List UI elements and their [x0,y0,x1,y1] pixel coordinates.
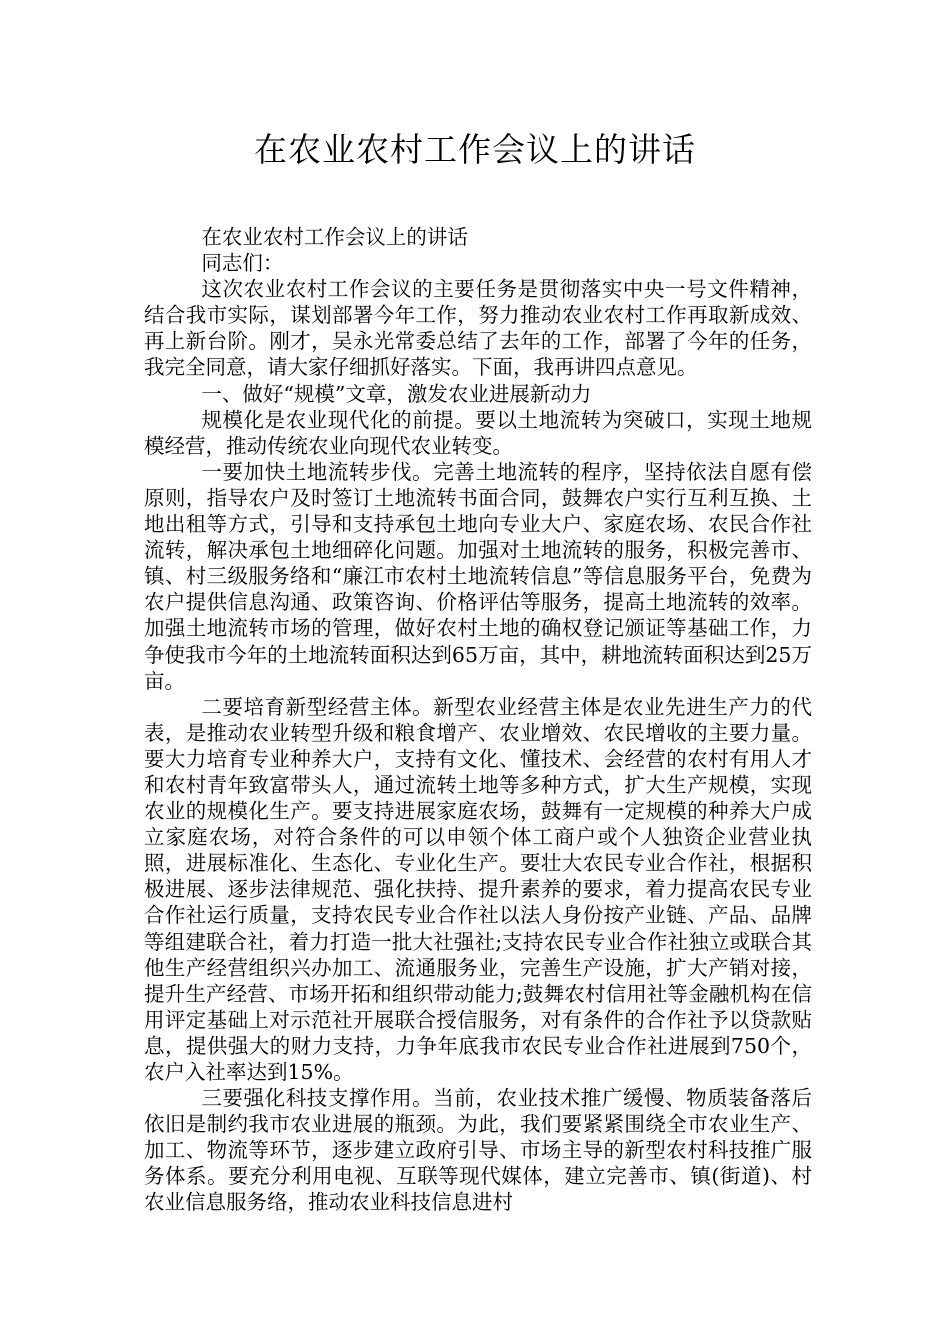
paragraph-salutation: 同志们： [201,251,284,276]
paragraph-intro: 这次农业农村工作会议的主要任务是贯彻落实中央一号文件精神，结合我市实际，谋划部署今年工作，努力推动农业农村工作再取新成效、再上新台阶。刚才，吴永光常委总结了去年的工作，部署了今年的任务，我完全同意，请大家仔细抓好落实。下面，我再讲四点意见。 [144,277,812,380]
paragraph-subtitle: 在农业农村工作会议上的讲话 [201,225,468,249]
paragraph-scale: 规模化是农业现代化的前提。要以土地流转为突破口，实现土地规模经营，推动传统农业向现代农业转变。 [144,407,812,458]
section-heading-1: 一、做好“规模”文章，激发农业进展新动力 [201,381,592,406]
paragraph-land-transfer: 一要加快土地流转步伐。完善土地流转的程序，坚持依法自愿有偿原则，指导农户及时签订土地流转书面合同，鼓舞农户实行互利互换、土地出租等方式，引导和支持承包土地向专业大户、家庭农场、农民合作社流转，解决承包土地细碎化问题。加强对土地流转的服务，积极完善市、镇、村三级服务络和“廉江市农村土地流转信息”等信息服务平台，免费为农户提供信息沟通、政策咨询、价格评估等服务，提高土地流转的效率。加强土地流转市场的管理，做好农村土地的确权登记颁证等基础工作，力争使我市今年的土地流转面积达到65万亩，其中，耕地流转面积达到25万亩。 [144,459,812,693]
document-title: 在农业农村工作会议上的讲话 [254,130,696,169]
paragraph-new-entities: 二要培育新型经营主体。新型农业经营主体是农业先进生产力的代表，是推动农业转型升级和粮食增产、农业增效、农民增收的主要力量。要大力培育专业种养大户，支持有文化、懂技术、会经营的农村有用人才和农村青年致富带头人，通过流转土地等多种方式，扩大生产规模，实现农业的规模化生产。要支持进展家庭农场，鼓舞有一定规模的种养大户成立家庭农场，对符合条件的可以申领个体工商户或个人独资企业营业执照，进展标准化、生态化、专业化生产。要壮大农民专业合作社，根据积极进展、逐步法律规范、强化扶持、提升素养的要求，着力提高农民专业合作社运行质量，支持农民专业合作社以法人身份按产业链、产品、品牌等组建联合社，着力打造一批大社强社;支持农民专业合作社独立或联合其他生产经营组织兴办加工、流通服务业，完善生产设施，扩大产销对接，提升生产经营、市场开拓和组织带动能力;鼓舞农村信用社等金融机构在信用评定基础上对示范社开展联合授信服务，对有条件的合作社予以贷款贴息，提供强大的财力支持，力争年底我市农民专业合作社进展到750个，农户入社率达到15%。 [144,694,812,1084]
paragraph-technology: 三要强化科技支撑作用。当前，农业技术推广缓慢、物质装备落后依旧是制约我市农业进展的瓶颈。为此，我们要紧紧围绕全市农业生产、加工、物流等环节，逐步建立政府引导、市场主导的新型农村科技推广服务体系。要充分利用电视、互联等现代媒体，建立完善市、镇(街道)、村农业信息服务络，推动农业科技信息进村 [144,1086,812,1215]
document-body [144,224,812,1216]
